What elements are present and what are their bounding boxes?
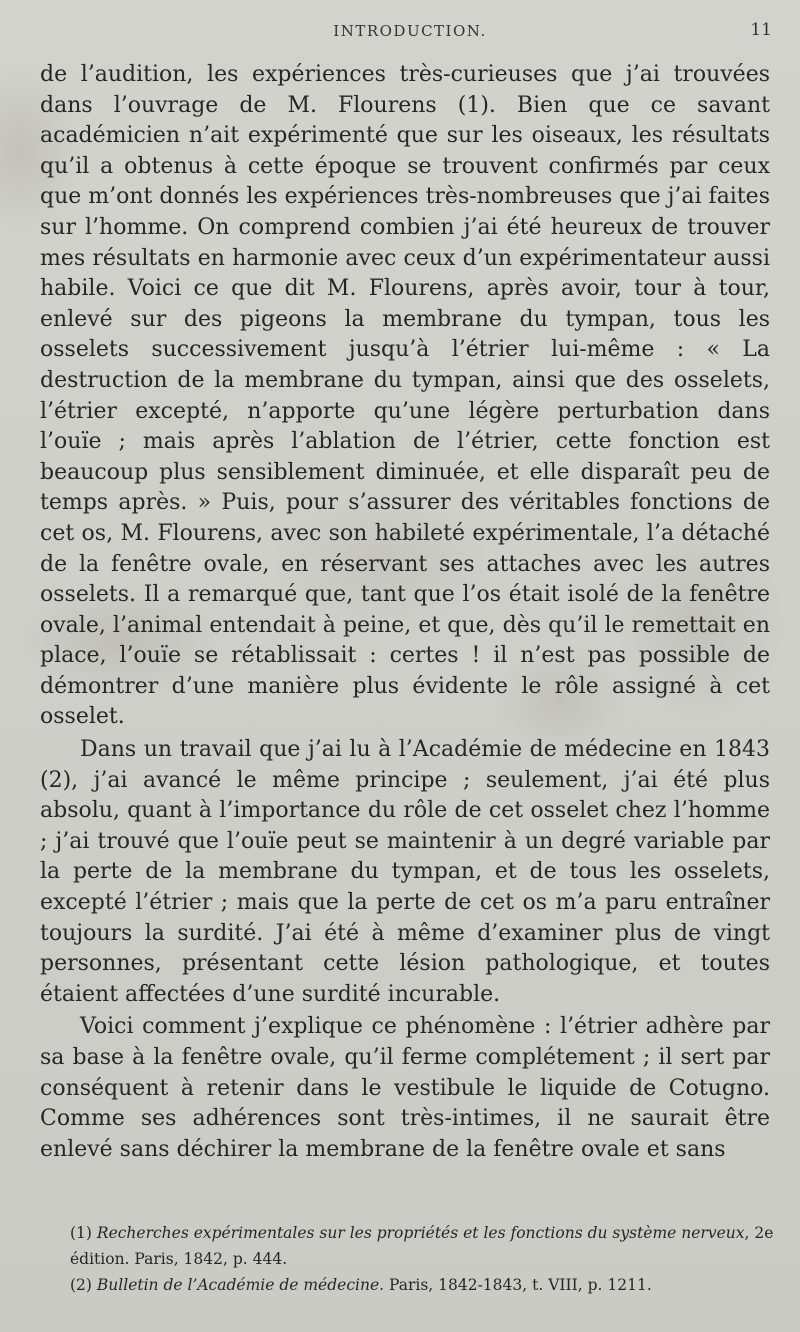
paragraph-1: de l’audition, les expériences très-curieuses que j’ai trouvées dans l’ouvrage de M. Flourens (1). Bien que ce savant académicien n’ait expérimenté que sur les oiseaux, les résultats qu’il a obtenus à cette époque se trouvent confirmés par ceux que m’ont donnés les expériences très-nombreuses que j’ai faites sur l’homme. On comprend combien j’ai été heureux de trouver mes résultats en harmonie avec ceux d’un expérimentateur aussi habile. Voici ce que dit M. Flourens, après avoir, tour à tour, enlevé sur des pigeons la membrane du tympan, tous les osselets successivement jusqu’à l’étrier lui-même : « La destruction de la membrane du tympan, ainsi que des osselets, l’étrier excepté, n’apporte qu’une légère perturbation dans l’ouïe ; mais après l’ablation de l’étrier, cette fonction est beaucoup plus sensiblement diminuée, et elle disparaît peu de temps après. » Puis, pour s’assurer des véritables fonctions de cet os, M. Flourens, avec son habileté expérimentale, l’a détaché de la fenêtre ovale, en réservant ses attaches avec les autres osselets. Il a remarqué que, tant que l’os était isolé de la fenêtre ovale, l’animal entendait à peine, et que, dès qu’il le remettait en place, l’ouïe se rétablissait : certes ! il n’est pas possible de démontrer d’une manière plus évidente le rôle assigné à cet osselet.	[40, 62, 770, 730]
footnote-2-title: Bulletin de l’Académie de médecine.	[96, 1276, 385, 1294]
footnotes	[70, 1220, 780, 1298]
footnote-2	[70, 1272, 780, 1298]
footnote-1-number: (1)	[70, 1224, 92, 1242]
body-text	[40, 60, 770, 1165]
paragraph-2: Dans un travail que j’ai lu à l’Académie de médecine en 1843 (2), j’ai avancé le même principe ; seulement, j’ai été plus absolu, quant à l’importance du rôle de cet osselet chez l’homme ; j’ai trouvé que l’ouïe peut se maintenir à un degré variable par la perte de la membrane du tympan, et de tous les osselets, excepté l’étrier ; mais que la perte de cet os m’a paru entraîner toujours la surdité. J’ai été à même d’examiner plus de vingt personnes, présentant cette lésion pathologique, et toutes étaient affectées d’une surdité incurable.	[40, 737, 770, 1007]
footnote-1-rest: , 2e édition. Paris, 1842, p. 444.	[70, 1224, 774, 1268]
paragraph-3: Voici comment j’explique ce phénomène : l’étrier adhère par sa base à la fenêtre ovale, qu’il ferme complétement ; il sert par conséquent à retenir dans le vestibule le liquide de Cotugno. Comme ses adhérences sont très-intimes, il ne saurait être enlevé sans déchirer la membrane de la fenêtre ovale et sans	[40, 1014, 770, 1162]
footnote-1-title: Recherches expérimentales sur les propriétés et les fonctions du système nerveux	[96, 1224, 745, 1242]
running-title: INTRODUCTION.	[333, 22, 487, 40]
page-header	[40, 20, 780, 48]
footnote-2-rest: Paris, 1842-1843, t. VIII, p. 1211.	[384, 1276, 652, 1294]
page-number: 11	[750, 20, 772, 40]
footnote-1	[70, 1220, 780, 1272]
footnote-2-number: (2)	[70, 1276, 92, 1294]
